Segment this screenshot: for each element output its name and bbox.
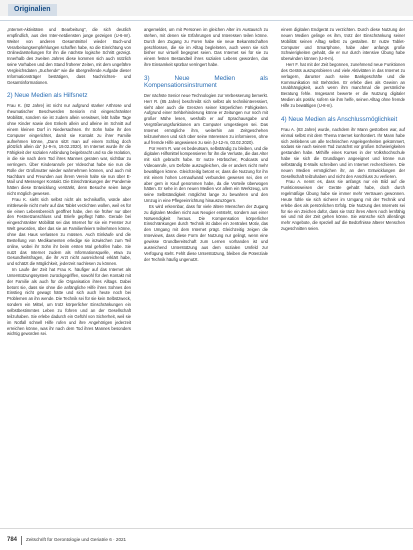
section-tag: Originalien <box>8 4 57 16</box>
header-rule <box>0 20 413 21</box>
paragraph: einem digitalen Endgerät zu verzichten. Durch diese Nutzung der neuen Medien gelinge es ihm, trotz der Einschränkung seiner Mobilität seinen Alltag selbst zu gestalten. Er nutze Tablet-Computer und Smartphone, habe aber anfangs große Schwierigkeiten gehabt, die er nur durch intensive Übung habe überwinden können (U-8-m). <box>281 27 407 62</box>
paragraph: „Internet-Aktivitäten und Bearbeitung“, die sich deutlich empfindlich, aus den Inter-netdiensten junge gezeigen (U-6-m!). Weiter von anderen Gesamtmittel wieder Buch-und Verarbeitungsempfehlungen schaffen habe, so die Einrichtung von Onlinedarstellungen für ihn die nächste logische Schritt gezeigt. Innerhalb des zweiten Jahres diese kommen sich auch nützlich seine Vorhaben und den Stand früherer Zeiten, mit dem ungefähre Vergleichsdaten „Suchende“ wie die übergreifende Aufgabe dieser Informationsträger bestätigen, dass Nachrichten- und Gesamtinformationen. <box>7 27 133 85</box>
paragraph: angemeldet, um mit Personen im gleichen Alter im Austausch zu stehen, mit denen sie Erfahrungen und Interessen teilen könne. Durch den Zugang zu Foren habe sie neue Bekanntschaften geschlossen, die sie im Alltag begleiteten, auch wenn sie sich bisher nur virtuell begegnet seien. Das Internet sei für sie zu einem festen Bestandteil ihres sozialen Lebens geworden, das ihre Einsamkeit spürbar verringert habe. <box>144 27 270 68</box>
text-column-right <box>281 27 405 527</box>
paragraph: Frau A. nennt es, dass sie anfangs nur ein Bild auf die Funktionsweisen der Geräte gehabt habe, doch durch regelmäßige Übung habe sie immer mehr Vertrauen gewonnen. Heute fühle sie sich sicherer im Umgang mit der Technik und erlebe dies als persönlichen Erfolg. Die Nutzung des Internets sei für sie ein Zeichen dafür, dass sie trotz ihres Alters noch lernfähig sei und mit der Zeit gehen könne. Sie wünsche sich allerdings mehr Angebote, die speziell auf die Bedürfnisse älterer Menschen zugeschnitten seien. <box>281 179 407 232</box>
paragraph: Der nächste Senior neue Technologien zur Verbesserung bemerkt. Herr R. (85 Jahre) beschreibt sich selbst als technikinteressiert, sieht aber auch die Grenzen seiner körperlichen Fähigkeiten. Aufgrund einer Sehbehinderung könne er Zeitungen nur noch mit großer Mühe lesen, weshalb er auf Sprachausgabe und Vergrößerungsfunktionen am Computer umgestiegen sei. Das Internet ermögliche ihm, weiterhin am Zeitgeschehen teilzunehmen und sich über seine Interessen zu informieren, ohne auf fremde Hilfe angewiesen zu sein (U-12-m, 03.02.2020). <box>144 92 270 145</box>
section-heading: 2) Neue Medien als Hilfsnetz <box>7 92 88 100</box>
paragraph: Herr F. hat mit der Zeit begonnen, zunehmend neue Funktionen des Geräts auszuprobieren und viele Aktivitäten in das Internet zu verlagern, darunter auch seine Bankgeschäfte und die Kommunikation mit Behörden. Er erlebe dies als Gewinn an Unabhängigkeit, auch wenn ihm manchmal die persönliche Beratung fehle. Insgesamt bewerte er die Nutzung digitaler Medien als positiv, sofern sie ihm helfe, seinen Alltag ohne fremde Hilfe zu bewältigen (U-8-m). <box>281 62 407 108</box>
text-column-left <box>7 27 131 527</box>
section-heading: 3) Neue Medien als Kompensationsinstrument <box>144 74 268 89</box>
text-column-middle <box>144 27 268 527</box>
top-bar <box>0 0 413 16</box>
page-footer <box>7 535 126 545</box>
footer-rule <box>0 528 413 529</box>
paragraph: Für Herrn R. war es bedeutsam, selbständig zu bleiben, und die digitalen Hilfsmittel kompensieren für ihn die Verluste, die das Alter mit sich gebracht habe. Er nutze Hörbücher, Podcasts und Videoanrufe, um Defizite auszugleichen, die er anders nicht mehr bewältigen könne. Gleichzeitig betont er, dass die Nutzung für ihn mit einem hohen Lernaufwand verbunden gewesen sei, den er aber gern in Kauf genommen habe, da die Vorteile überwogen hätten. Er sehe in den neuen Medien vor allem ein Werkzeug, um seine Selbständigkeit möglichst lange zu bewahren und den Umzug in eine Pflegeeinrichtung hinauszuzögern. <box>144 145 270 204</box>
journal-citation: Zeitschrift für Gerontologie und Geriatrie 6 · 2021 <box>26 537 127 542</box>
paragraph: Es wird erkennbar, dass für viele ältere Menschen der Zugang zu digitalen Medien nicht aus Neugier entsteht, sondern aus einer Notwendigkeit heraus. Die Kompensation körperlicher Einschränkungen durch Technik ist dabei ein zentrales Motiv, das den Umgang mit dem Internet prägt. Gleichzeitig zeigen die Interviews, dass diese Form der Nutzung nur gelingt, wenn eine gewisse Grundbereitschaft zum Lernen vorhanden ist und ausreichend Unterstützung aus dem sozialen Umfeld zur Verfügung steht. Fehlt diese Unterstützung, bleiben die Potenziale der Technik häufig ungenutzt. <box>144 203 270 262</box>
section-heading: 4) Neue Medien als Anschlussmöglichkeit <box>281 115 398 123</box>
paragraph: Frau K. (82 Jahre) ist nicht nur aufgrund starker Arthrose und rheumatischer Beschwerden Seniorin mit eingeschränkter Mobilität, sondern sie ist zudem allein verwitwet, lebt halbe Tage ohne Kinder sowie den Enkeln allein und alleine im Schnitt auf einem kleinen Dorf in Niedersachsen. Ihr Sohn habe ihr den Computer eingerichtet, damit sie Kontakt zu ihrer Familie aufnehmen könne, „Dann sitzt man auf einem Schlag doch plötzlich allein da“ (U-9-m, 19.02.2020). Im Internet wurde ihr die Fähigkeit der sozialen Anbindung beigebracht und so die Isolation, in die sie nach dem Tod ihres Mannes geraten war, sichtbar zu verringern. Über Kinderanrufe per Videochat habe sie nun die Rolle der Großmutter wieder wahrnehmen können, und auch mit Nachbarn und Freunden aus ihrem Verein halte sie nun über E-Mail und Messenger Kontakt. Die Einschränkungen der Pandemie hätten diese Entwicklung verstärkt, denn Besuche seien lange nicht möglich gewesen. <box>7 103 133 197</box>
paragraph: Im Laufe der Zeit hat Frau K. häufiger auf das Internet als Unterstützungssystem zurückgegriffen, sowohl für den Kontakt mit der Familie als auch für die Organisation ihres Alltags. Dabei betont sie, dass sie ohne die anfängliche Hilfe ihres Sohnes den Einstieg nicht gewagt hätte und sich auch heute noch bei Problemen an ihn wende. Die Technik sei für sie kein Selbstzweck, sondern ein Mittel, um trotz körperlicher Einschränkungen ein selbstbestimmtes Leben zu führen und an der Gesellschaft teilzuhaben. Sie erlebe dadurch ein Gefühl von Sicherheit, weil sie im Notfall schnell Hilfe rufen und ihre Angehörigen jederzeit erreichen könne, was ihr nach dem Tod ihres Mannes besonders wichtig geworden sei. <box>7 267 133 337</box>
page-number: 784 <box>7 537 18 543</box>
paragraph: Frau A. (83 Jahre) wurde, nachdem ihr Mann gestorben war, auf einmal selbst mit dem Thema Internet konfrontiert. Ihr Mann habe sich zeitlebens um alle technischen Angelegenheiten gekümmert, sodass sie nach seinem Tod zunächst vor großen Schwierigkeiten gestanden habe. Mithilfe eines Kurses in der Volkshochschule habe sie sich die Grundlagen angeeignet und könne nun selbständig E-Mails schreiben und im Internet recherchieren. Die neuen Medien ermöglichen ihr, an den Entwicklungen der Gesellschaft teilzuhaben und nicht den Anschluss zu verlieren. <box>281 126 407 179</box>
paragraph: Frau K. sieht sich selbst nicht als technikaffin, würde aber mittlerweile nicht mehr auf das Tablet verzichten wollen, weil es für sie einen Lebensbereich geöffnet habe, den sie früher nur über den Festnetzanschluss und Briefe gepflegt hätte. Gerade bei eingeschränkter Mobilität sei das Internet für sie ein Fenster zur Welt geworden, über das sie an Familienfeiern teilnehmen könne, ohne das Haus verlassen zu müssen. Auch Einkäufe und die Bestellung von Medikamenten erledige sie inzwischen zum Teil online, wobei ihr Sohn ihr beim ersten Mal geholfen habe. Sie nutzt das Internet zudem als Informationsquelle, etwa zu Gesundheitsfragen, die ihr Arzt nicht ausreichend erklärt habe, und schätzt die Möglichkeit, jederzeit nachlesen zu können. <box>7 196 133 267</box>
footer-divider <box>21 536 22 545</box>
